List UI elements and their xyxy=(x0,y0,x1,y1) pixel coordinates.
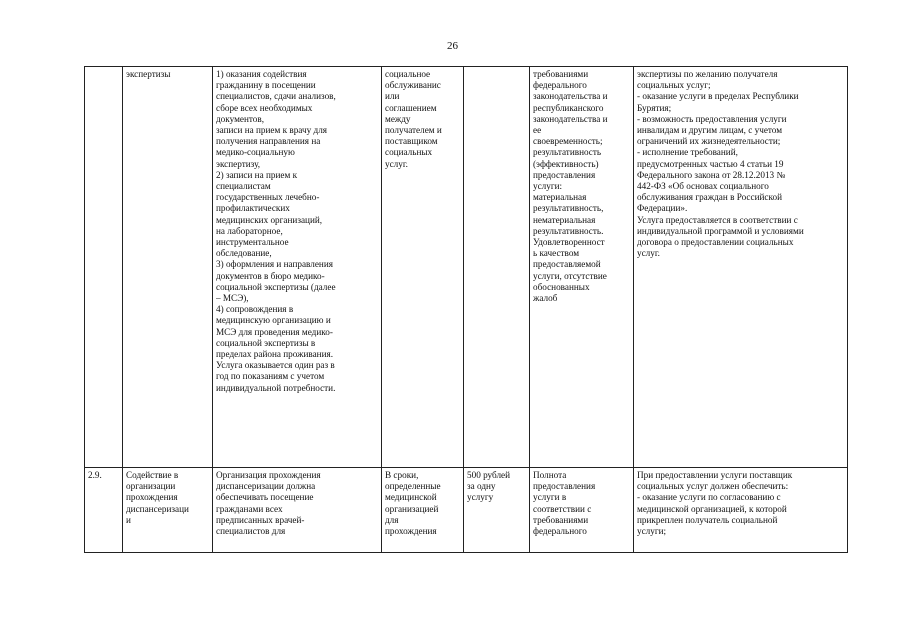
cell-text-line: инструментальное xyxy=(216,237,289,248)
cell-text-line: прикреплен получатель социальной xyxy=(637,514,778,525)
cell-text-line: прохождения xyxy=(126,492,178,503)
cell-text-line: требованиями xyxy=(533,514,589,525)
cell-text-line: сборе всех необходимых xyxy=(216,102,313,113)
cell-text-line: - оказание услуги в пределах Республики xyxy=(637,91,799,102)
cell-text-line: Федерации». xyxy=(637,203,688,214)
cell-text-line: социальное xyxy=(385,69,431,79)
service-conditions-cell xyxy=(634,468,848,553)
cell-text-line: медицинских организаций, xyxy=(216,214,323,225)
cell-text-line: социальной экспертизы в xyxy=(216,337,316,348)
service-number-cell xyxy=(85,67,123,468)
cell-text-line: социальных xyxy=(385,147,433,158)
cell-text-line: документов, xyxy=(216,113,265,124)
cell-text-line: материальная xyxy=(533,192,587,203)
cell-text-line: и xyxy=(126,514,131,525)
cell-text-line: поставщиком xyxy=(385,136,438,147)
cell-text-line: предоставления xyxy=(533,169,596,180)
cell-text-line: (эффективность) xyxy=(533,158,599,169)
service-price-cell xyxy=(464,67,530,468)
cell-text-line: индивидуальной программой и условиями xyxy=(637,225,804,236)
service-number-cell xyxy=(85,468,123,553)
cell-text-line: диспансеризации должна xyxy=(216,481,316,492)
cell-text-line: законодательства и xyxy=(533,113,608,124)
cell-text-line: профилактических xyxy=(216,203,290,214)
cell-text-line: экспертизы xyxy=(126,69,171,79)
cell-text-line: результативность. xyxy=(533,225,604,236)
service-conditions-cell xyxy=(634,67,848,468)
cell-text-line: специалистов для xyxy=(216,526,286,537)
services-table-body xyxy=(85,67,848,553)
service-price-cell xyxy=(464,468,530,553)
service-name-cell xyxy=(123,67,213,468)
cell-text-line: индивидуальной потребности. xyxy=(216,382,336,393)
cell-text-line: социальных услуг должен обеспечить: xyxy=(637,481,789,492)
cell-text-line: Услуга предоставляется в соответствии с xyxy=(637,214,798,225)
cell-text-line: социальной экспертизы (далее xyxy=(216,281,336,292)
cell-text-line: медицинскую организацию и xyxy=(216,315,331,326)
cell-text-line: организации xyxy=(126,481,176,492)
cell-text-line: обследование, xyxy=(216,248,272,259)
cell-text-line: медицинской xyxy=(385,492,437,503)
cell-text-line: документов в бюро медико- xyxy=(216,270,325,281)
cell-text-line: год по показаниям с учетом xyxy=(216,371,325,382)
cell-text-line: медико-социальную xyxy=(216,147,295,158)
cell-text-line: услуги, отсутствие xyxy=(533,270,607,281)
cell-text-line: - оказание услуги по согласованию с xyxy=(637,492,781,503)
cell-text-line: результативность, xyxy=(533,203,604,214)
cell-text-line: Услуга оказывается один раз в xyxy=(216,360,335,371)
cell-text-line: пределах района проживания. xyxy=(216,349,334,360)
cell-text-line: организацией xyxy=(385,503,439,514)
cell-text-line: предусмотренных частью 4 статьи 19 xyxy=(637,158,784,169)
cell-text-line: для xyxy=(385,514,399,525)
cell-text-line: результативность xyxy=(533,147,602,158)
service-terms-cell xyxy=(382,468,464,553)
cell-text-line: определенные xyxy=(385,481,441,492)
cell-text-line: 442-ФЗ «Об основах социального xyxy=(637,181,769,192)
cell-text-line: предоставления xyxy=(533,481,596,492)
cell-text-line: 2.9. xyxy=(88,470,102,480)
cell-text-line: соглашением xyxy=(385,102,437,113)
cell-text-line: ее xyxy=(533,125,542,136)
cell-text-line: обеспечивать посещение xyxy=(216,492,314,503)
cell-text-line: между xyxy=(385,113,411,124)
service-content-cell xyxy=(213,468,382,553)
cell-text-line: услуг. xyxy=(385,158,408,169)
cell-text-line: услугу xyxy=(467,492,494,503)
cell-text-line: Организация прохождения xyxy=(216,470,321,480)
cell-text-line: - исполнение требований, xyxy=(637,147,738,158)
cell-text-line: федерального xyxy=(533,80,587,91)
cell-text-line: обоснованных xyxy=(533,281,590,292)
cell-text-line: требованиями xyxy=(533,69,589,79)
service-terms-cell xyxy=(382,67,464,468)
cell-text-line: услуги: xyxy=(533,181,563,192)
service-quality-cell xyxy=(530,468,634,553)
cell-text-line: Бурятия; xyxy=(637,102,672,113)
service-quality-cell xyxy=(530,67,634,468)
cell-text-line: ь качеством xyxy=(533,248,580,259)
cell-text-line: соответствии с xyxy=(533,503,592,514)
cell-text-line: законодательства и xyxy=(533,91,608,102)
services-table xyxy=(84,66,848,553)
cell-text-line: 500 рублей xyxy=(467,470,511,480)
cell-text-line: 2) записи на прием к xyxy=(216,169,298,180)
cell-text-line: на лабораторное, xyxy=(216,225,283,236)
cell-text-line: федерального xyxy=(533,526,587,537)
cell-text-line: ограничений их жизнедеятельности; xyxy=(637,136,781,147)
cell-text-line: договора о предоставлении социальных xyxy=(637,237,794,248)
cell-text-line: При предоставлении услуги поставщик xyxy=(637,470,793,480)
cell-text-line: прохождения xyxy=(385,526,437,537)
cell-text-line: республиканского xyxy=(533,102,604,113)
table-row xyxy=(85,67,848,468)
cell-text-line: экспертизы по желанию получателя xyxy=(637,69,778,79)
cell-text-line: получения направления на xyxy=(216,136,321,147)
service-content-cell xyxy=(213,67,382,468)
cell-text-line: экспертизу, xyxy=(216,158,261,169)
cell-text-line: Полнота xyxy=(533,470,567,480)
cell-text-line: медицинской организацией, к которой xyxy=(637,503,787,514)
cell-text-line: – МСЭ), xyxy=(216,293,249,304)
cell-text-line: обслуживанис xyxy=(385,80,441,91)
table-row xyxy=(85,468,848,553)
page-number: 26 xyxy=(447,40,458,52)
cell-text-line: за одну xyxy=(467,481,496,492)
cell-text-line: социальных услуг; xyxy=(637,80,711,91)
cell-text-line: 4) сопровождения в xyxy=(216,304,294,315)
service-name-cell xyxy=(123,468,213,553)
cell-text-line: - возможность предоставления услуги xyxy=(637,113,787,124)
cell-text-line: предписанных врачей- xyxy=(216,514,305,525)
cell-text-line: диспансеризаци xyxy=(126,503,189,514)
cell-text-line: нематериальная xyxy=(533,214,596,225)
cell-text-line: получателем и xyxy=(385,125,442,136)
cell-text-line: услуги; xyxy=(637,526,667,537)
cell-text-line: 3) оформления и направления xyxy=(216,259,333,270)
cell-text-line: гражданами всех xyxy=(216,503,283,514)
cell-text-line: жалоб xyxy=(533,293,558,304)
cell-text-line: МСЭ для проведения медико- xyxy=(216,326,333,337)
cell-text-line: предоставляемой xyxy=(533,259,601,270)
cell-text-line: услуг. xyxy=(637,248,660,259)
cell-text-line: Удовлетворенност xyxy=(533,237,605,248)
cell-text-line: специалистам xyxy=(216,181,271,192)
cell-text-line: В сроки, xyxy=(385,470,419,480)
cell-text-line: записи на прием к врачу для xyxy=(216,125,328,136)
cell-text-line: специалистов, сдачи анализов, xyxy=(216,91,336,102)
cell-text-line: обслуживания граждан в Российской xyxy=(637,192,782,203)
cell-text-line: гражданину в посещении xyxy=(216,80,316,91)
cell-text-line: своевременность; xyxy=(533,136,603,147)
cell-text-line: Содействие в xyxy=(126,470,179,480)
cell-text-line: услуги в xyxy=(533,492,567,503)
cell-text-line: 1) оказания содействия xyxy=(216,69,307,79)
cell-text-line: или xyxy=(385,91,400,102)
cell-text-line: Федерального закона от 28.12.2013 № xyxy=(637,169,786,180)
cell-text-line: государственных лечебно- xyxy=(216,192,320,203)
cell-text-line: инвалидам и другим лицам, с учетом xyxy=(637,125,783,136)
